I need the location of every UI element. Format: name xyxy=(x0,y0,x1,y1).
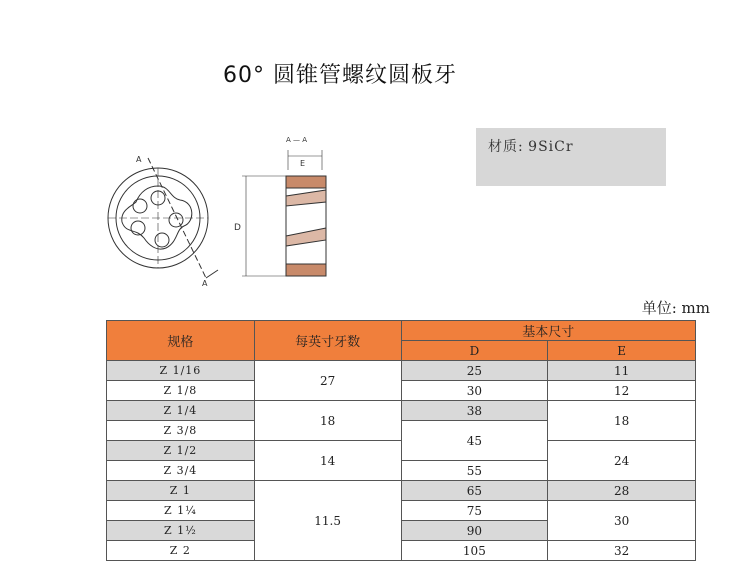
d-cell: 30 xyxy=(401,381,548,401)
spec-cell: Z 2 xyxy=(107,541,255,561)
d-cell: 90 xyxy=(401,521,548,541)
tpi-cell: 27 xyxy=(254,361,401,401)
table-row xyxy=(107,381,696,401)
e-cell: 11 xyxy=(548,361,696,381)
spec-cell: Z 1/8 xyxy=(107,381,255,401)
die-technical-drawing xyxy=(100,128,340,288)
header-e: E xyxy=(548,341,696,361)
header-spec: 规格 xyxy=(107,321,255,361)
spec-cell: Z 1/4 xyxy=(107,401,255,421)
spec-cell: Z 1½ xyxy=(107,521,255,541)
d-cell: 55 xyxy=(401,461,548,481)
header-basic-size: 基本尺寸 xyxy=(401,321,696,341)
d-cell: 65 xyxy=(401,481,548,501)
die-section-view xyxy=(242,150,326,276)
cut-label-a1: A xyxy=(136,155,142,164)
material-value: 9SiCr xyxy=(528,139,574,155)
table-row xyxy=(107,541,696,561)
e-cell: 28 xyxy=(548,481,696,501)
tpi-cell: 18 xyxy=(254,401,401,441)
dimension-e-label: E xyxy=(300,159,306,168)
header-d: D xyxy=(401,341,548,361)
spec-table xyxy=(106,320,696,561)
e-cell: 18 xyxy=(548,401,696,441)
material-box xyxy=(476,128,666,186)
spec-cell: Z 3/8 xyxy=(107,421,255,441)
header-tpi: 每英寸牙数 xyxy=(254,321,401,361)
spec-cell: Z 1/2 xyxy=(107,441,255,461)
unit-label: 单位: mm xyxy=(641,299,710,317)
e-cell: 30 xyxy=(548,501,696,541)
d-cell: 38 xyxy=(401,401,548,421)
d-cell: 105 xyxy=(401,541,548,561)
table-row xyxy=(107,401,696,421)
spec-cell: Z 3/4 xyxy=(107,461,255,481)
page-title: 60° 圆锥管螺纹圆板牙 xyxy=(223,63,457,88)
d-cell: 45 xyxy=(401,421,548,461)
section-label: A — A xyxy=(286,136,308,144)
e-cell: 24 xyxy=(548,441,696,481)
spec-cell: Z 1/16 xyxy=(107,361,255,381)
tpi-cell: 14 xyxy=(254,441,401,481)
table-row xyxy=(107,361,696,381)
spec-cell: Z 1¼ xyxy=(107,501,255,521)
d-cell: 75 xyxy=(401,501,548,521)
e-cell: 12 xyxy=(548,381,696,401)
dimension-d-label: D xyxy=(234,223,241,233)
cut-label-a2: A xyxy=(202,279,208,288)
table-row xyxy=(107,501,696,521)
material-label: 材质: xyxy=(488,139,524,155)
table-row xyxy=(107,481,696,501)
e-cell: 32 xyxy=(548,541,696,561)
d-cell: 25 xyxy=(401,361,548,381)
die-front-view xyxy=(108,158,218,278)
spec-cell: Z 1 xyxy=(107,481,255,501)
tpi-cell: 11.5 xyxy=(254,481,401,561)
